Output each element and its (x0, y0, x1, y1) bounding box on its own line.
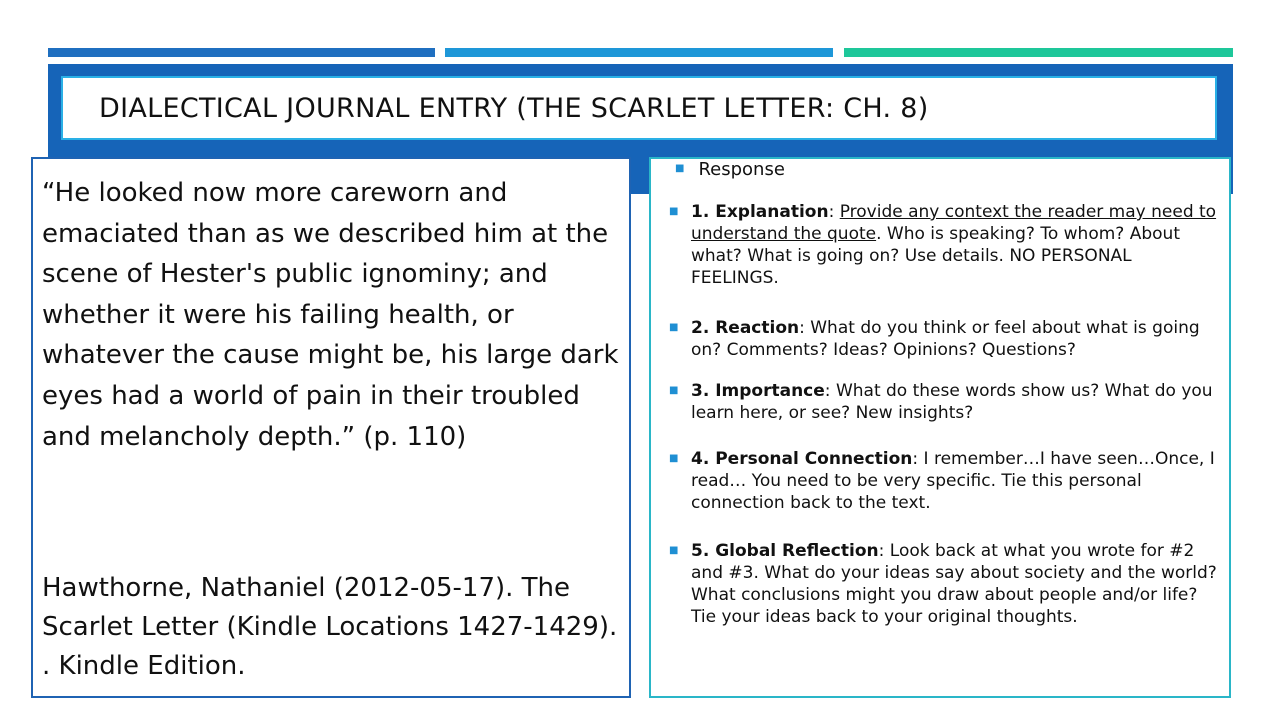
list-item (669, 201, 1221, 289)
square-bullet-icon: ■ (669, 206, 679, 217)
slide-title: DIALECTICAL JOURNAL ENTRY (THE SCARLET LETTER: CH. 8) (99, 92, 929, 124)
item-separator: : (828, 202, 840, 222)
accent-bar-2 (445, 48, 833, 57)
item-heading: 1. Explanation (691, 202, 829, 222)
item-separator: : (878, 541, 890, 561)
item-heading: 2. Reaction (691, 318, 800, 338)
list-item (669, 540, 1221, 628)
list-item (669, 380, 1221, 424)
item-separator: : (912, 449, 924, 469)
citation-text: Hawthorne, Nathaniel (2012-05-17). The Scarlet Letter (Kindle Locations 1427-1429). . Kindle Edition. (42, 573, 618, 681)
square-bullet-icon: ■ (669, 453, 679, 464)
item-text: What do you think or feel about what is going on? Comments? Ideas? Opinions? Questions? (691, 318, 1200, 360)
item-heading: 5. Global Reflection (691, 541, 879, 561)
item-separator: : (799, 318, 811, 338)
item-text: Look back at what you wrote for #2 and #3. What do your ideas say about society and the world? What conclusions might you draw about people and/or life? Tie your ideas back to your original thoughts. (691, 541, 1217, 627)
response-title: Response (698, 159, 785, 180)
quote-panel (31, 157, 631, 698)
square-bullet-icon: ■ (675, 162, 685, 174)
item-text: . Who is speaking? To whom? About what? What is going on? Use details. NO PERSONAL FEELINGS. (691, 224, 1180, 288)
accent-bar-1 (48, 48, 435, 57)
response-heading (675, 159, 785, 180)
list-item (669, 317, 1221, 361)
item-underlined: Provide any context the reader may need to understand the quote (691, 202, 1217, 244)
quote-text: “He looked now more careworn and emaciated than as we described him at the scene of Hester's public ignominy; and whether it were his failing health, or whatever the cause might be, his large dark eyes had a world of pain in their troubled and melancholy depth.” (p. 110) (42, 178, 619, 452)
list-item (669, 448, 1221, 514)
square-bullet-icon: ■ (669, 545, 679, 556)
square-bullet-icon: ■ (669, 385, 679, 396)
item-heading: 4. Personal Connection (691, 449, 913, 469)
square-bullet-icon: ■ (669, 322, 679, 333)
accent-bar-3 (844, 48, 1233, 57)
title-box (61, 76, 1217, 140)
response-panel (649, 157, 1231, 698)
item-text: I remember…I have seen…Once, I read… You need to be very specific. Tie this personal connection back to the text. (691, 449, 1215, 513)
item-heading: 3. Importance (691, 381, 825, 401)
item-text: What do these words show us? What do you learn here, or see? New insights? (691, 381, 1213, 423)
item-separator: : (824, 381, 836, 401)
